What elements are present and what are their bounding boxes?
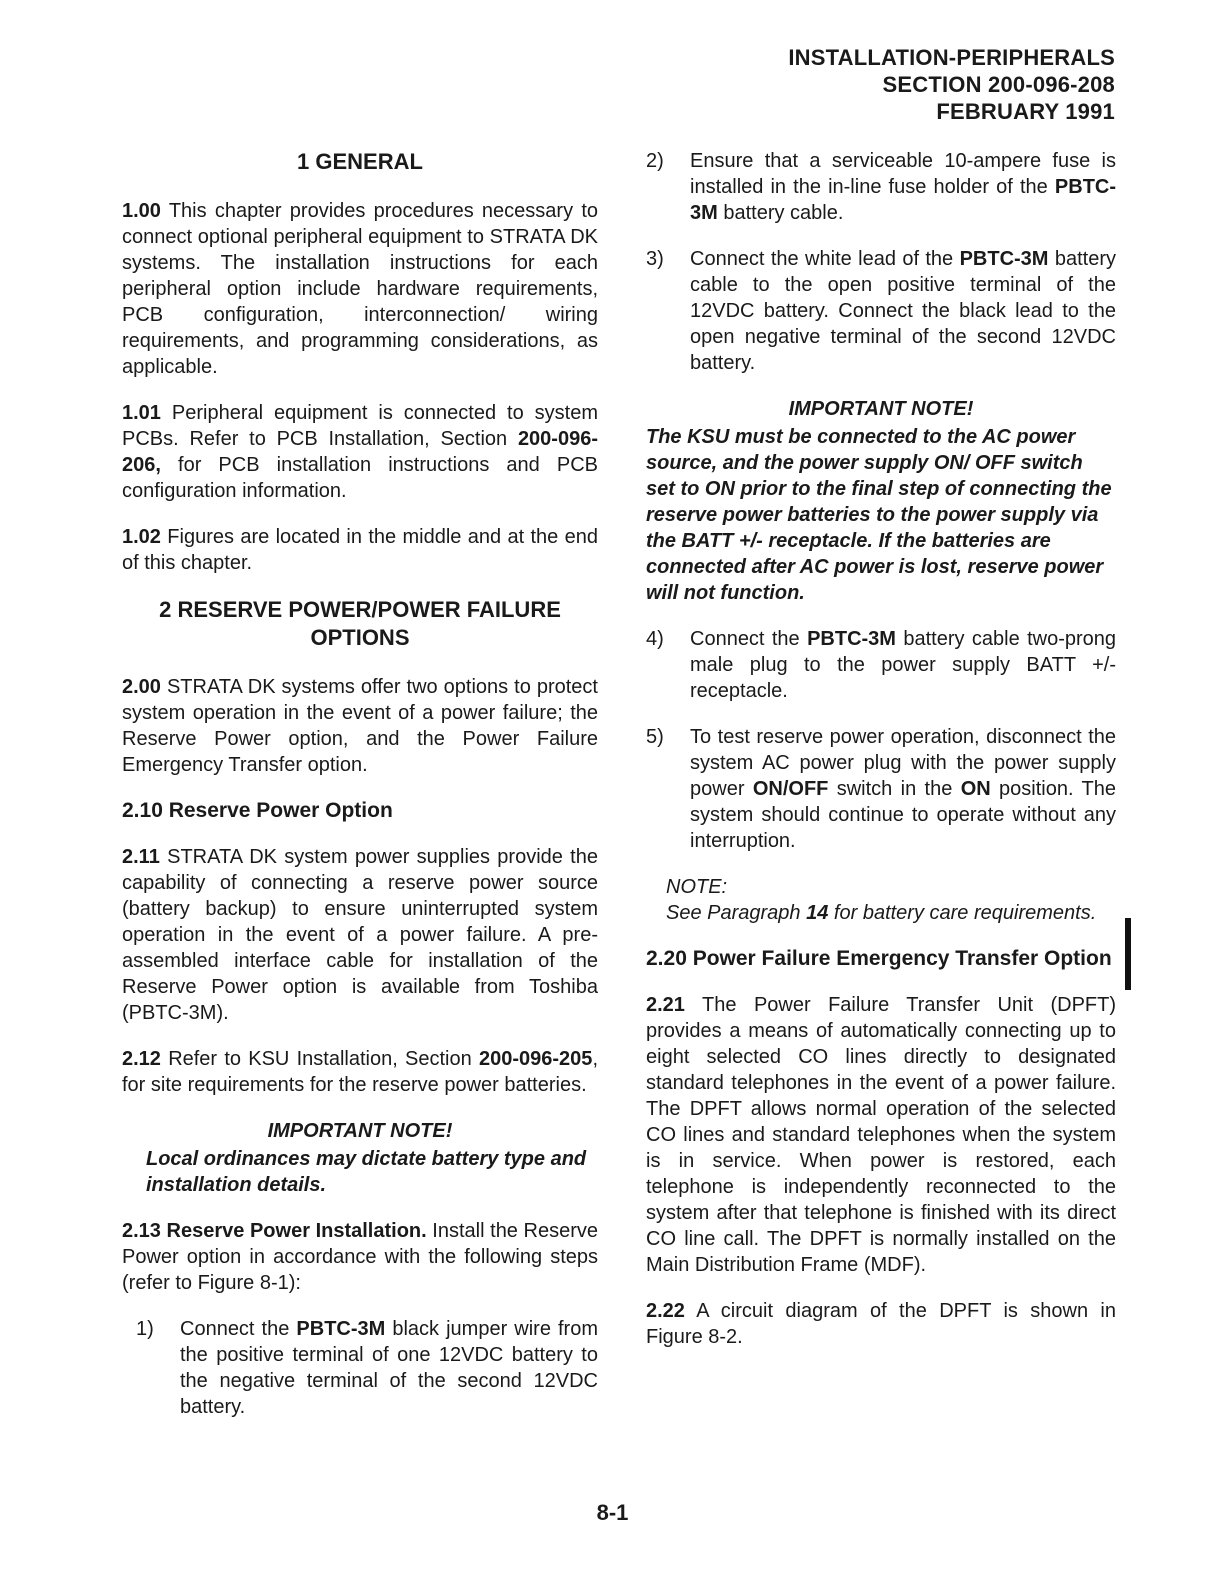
step-text (690, 148, 1116, 226)
para-text: Peripheral equipment is connected to system PCBs. Refer to PCB Installation, Section (122, 402, 598, 450)
part-number: PBTC-3M (296, 1318, 386, 1340)
part-number: PBTC-3M (807, 628, 896, 650)
part-number: PBTC-3M (959, 248, 1049, 270)
header-title: INSTALLATION-PERIPHERALS (788, 45, 1115, 70)
para-number: 2.22 (646, 1300, 685, 1322)
paragraph-2-00 (122, 674, 598, 778)
step-text-part: position. The system should continue to operate without any interruption. (690, 778, 1116, 852)
important-note-body: The KSU must be connected to the AC power source, and the power supply ON/ OFF switch set to ON prior to the final step of connecting the reserve power batteries to the power supply via the BATT +/- receptacle. If the batteries are connected after AC power is lost, reserve power will not function. (646, 426, 1112, 604)
step-text (690, 724, 1116, 854)
para-text: Install the Reserve Power option in accordance with the following steps (refer to Figure 8-1): (122, 1220, 598, 1294)
para-number: 2.00 (122, 676, 161, 698)
paragraph-2-13 (122, 1218, 598, 1296)
note-battery-care (646, 874, 1116, 926)
paragraph-1-02 (122, 524, 598, 576)
paragraph-2-21 (646, 992, 1116, 1278)
paragraph-2-11 (122, 844, 598, 1026)
step-number: 2) (646, 150, 664, 172)
heading-2-20: 2.20 Power Failure Emergency Transfer Option (646, 947, 1112, 970)
section-ref: 200-096-205 (479, 1048, 593, 1070)
para-number: 2.12 (122, 1048, 161, 1070)
important-note-body: Local ordinances may dictate battery type and installation details. (146, 1148, 587, 1196)
step-text-part: Connect the (690, 628, 800, 650)
step-text-part: Ensure that a serviceable 10-ampere fuse is installed in the in-line fuse holder of the (690, 150, 1116, 198)
note-body (666, 900, 1116, 926)
paragraph-2-22 (646, 1298, 1116, 1350)
section-ref: 200-096-206, (122, 428, 598, 476)
step-2 (646, 148, 1116, 226)
paragraph-1-01 (122, 400, 598, 504)
heading-reserve-power: 2 RESERVE POWER/POWER FAILURE OPTIONS (159, 597, 561, 650)
note-title: NOTE: (666, 876, 728, 898)
page-number: 8-1 (596, 1500, 629, 1525)
header-section: SECTION 200-096-208 (882, 72, 1115, 97)
para-number: 1.01 (122, 402, 161, 424)
step-4 (646, 626, 1116, 704)
para-number: 2.13 (122, 1220, 161, 1242)
step-number: 5) (646, 726, 664, 748)
para-number: 1.00 (122, 200, 161, 222)
para-text: The Power Failure Transfer Unit (DPFT) provides a means of automatically connecting up to eight selected CO lines directly to designated standard telephones in the event of a power failure. The DPFT allows normal operation of the selected CO lines and standard telephones when the system is in service. When power is restored, each telephone is independently reconnected to the system after that telephone is finished with its direct CO line call. The DPFT is normally installed on the Main Distribution Frame (MDF). (646, 994, 1117, 1276)
para-text: STRATA DK system power supplies provide the capability of connecting a reserve power source (battery backup) to ensure uninterrupted system operation in the event of a power failure. A pre-assembled interface cable for installation of the Reserve Power option is available from Toshiba (PBTC-3M). (122, 846, 598, 1024)
para-text: for PCB installation instructions and PCB configuration information. (122, 454, 598, 502)
step-text-part: battery cable. (723, 202, 844, 224)
para-number: 2.21 (646, 994, 685, 1016)
step-5 (646, 724, 1116, 854)
para-bold-title: Reserve Power Installation. (166, 1220, 427, 1242)
para-text: Figures are located in the middle and at the end of this chapter. (122, 526, 599, 574)
important-note-title: IMPORTANT NOTE! (788, 398, 974, 420)
para-text: This chapter provides procedures necessary to connect optional peripheral equipment to STRATA DK systems. The installation instructions for each peripheral option include hardware requirements, PCB configuration, interconnection/ wiring requirements, and programming considerations, as applicable. (122, 200, 599, 378)
note-text: See Paragraph (666, 902, 801, 924)
header-date: FEBRUARY 1991 (936, 99, 1115, 124)
step-text-part: To test reserve power operation, disconnect the system AC power plug with the power supply power (690, 726, 1116, 800)
step-text-part: black jumper wire from the positive terminal of one 12VDC battery to the negative terminal of the second 12VDC battery. (180, 1318, 598, 1418)
step-text (690, 246, 1116, 376)
step-text (690, 626, 1116, 704)
heading-2-10: 2.10 Reserve Power Option (122, 799, 393, 822)
step-text-part: Connect the white lead of the (690, 248, 954, 270)
paragraph-2-12 (122, 1046, 598, 1098)
step-1 (122, 1316, 598, 1420)
step-number: 3) (646, 248, 664, 270)
step-text-part: battery cable to the open positive terminal of the 12VDC battery. Connect the black lead to the open negative terminal of the second 12VDC battery. (690, 248, 1117, 374)
step-number: 1) (136, 1318, 154, 1340)
para-number: 1.02 (122, 526, 161, 548)
left-column (122, 148, 598, 1440)
para-text: STRATA DK systems offer two options to protect system operation in the event of a power failure; the Reserve Power option, and the Power Failure Emergency Transfer option. (122, 676, 598, 776)
step-text (180, 1316, 598, 1420)
step-text-part: battery cable two-prong male plug to the power supply BATT +/- receptacle. (690, 628, 1117, 702)
paragraph-1-00 (122, 198, 598, 380)
para-text: A circuit diagram of the DPFT is shown in Figure 8-2. (646, 1300, 1116, 1348)
switch-label: ON/OFF (752, 778, 829, 800)
para-text: , for site requirements for the reserve power batteries. (122, 1048, 598, 1096)
para-number: 2.11 (122, 846, 160, 868)
step-3 (646, 246, 1116, 376)
important-note-title: IMPORTANT NOTE! (267, 1120, 453, 1142)
right-column (646, 148, 1116, 1370)
step-number: 4) (646, 628, 664, 650)
paragraph-ref: 14 (806, 902, 829, 924)
heading-general: 1 GENERAL (297, 149, 423, 174)
part-number: PBTC-3M (690, 176, 1117, 224)
revision-change-bar (1125, 918, 1131, 990)
step-text-part: Connect the (180, 1318, 290, 1340)
page-header (788, 44, 1115, 125)
note-text: for battery care requirements. (833, 902, 1097, 924)
para-text: Refer to KSU Installation, Section (168, 1048, 472, 1070)
step-text-part: switch in the (836, 778, 953, 800)
switch-position: ON (960, 778, 991, 800)
